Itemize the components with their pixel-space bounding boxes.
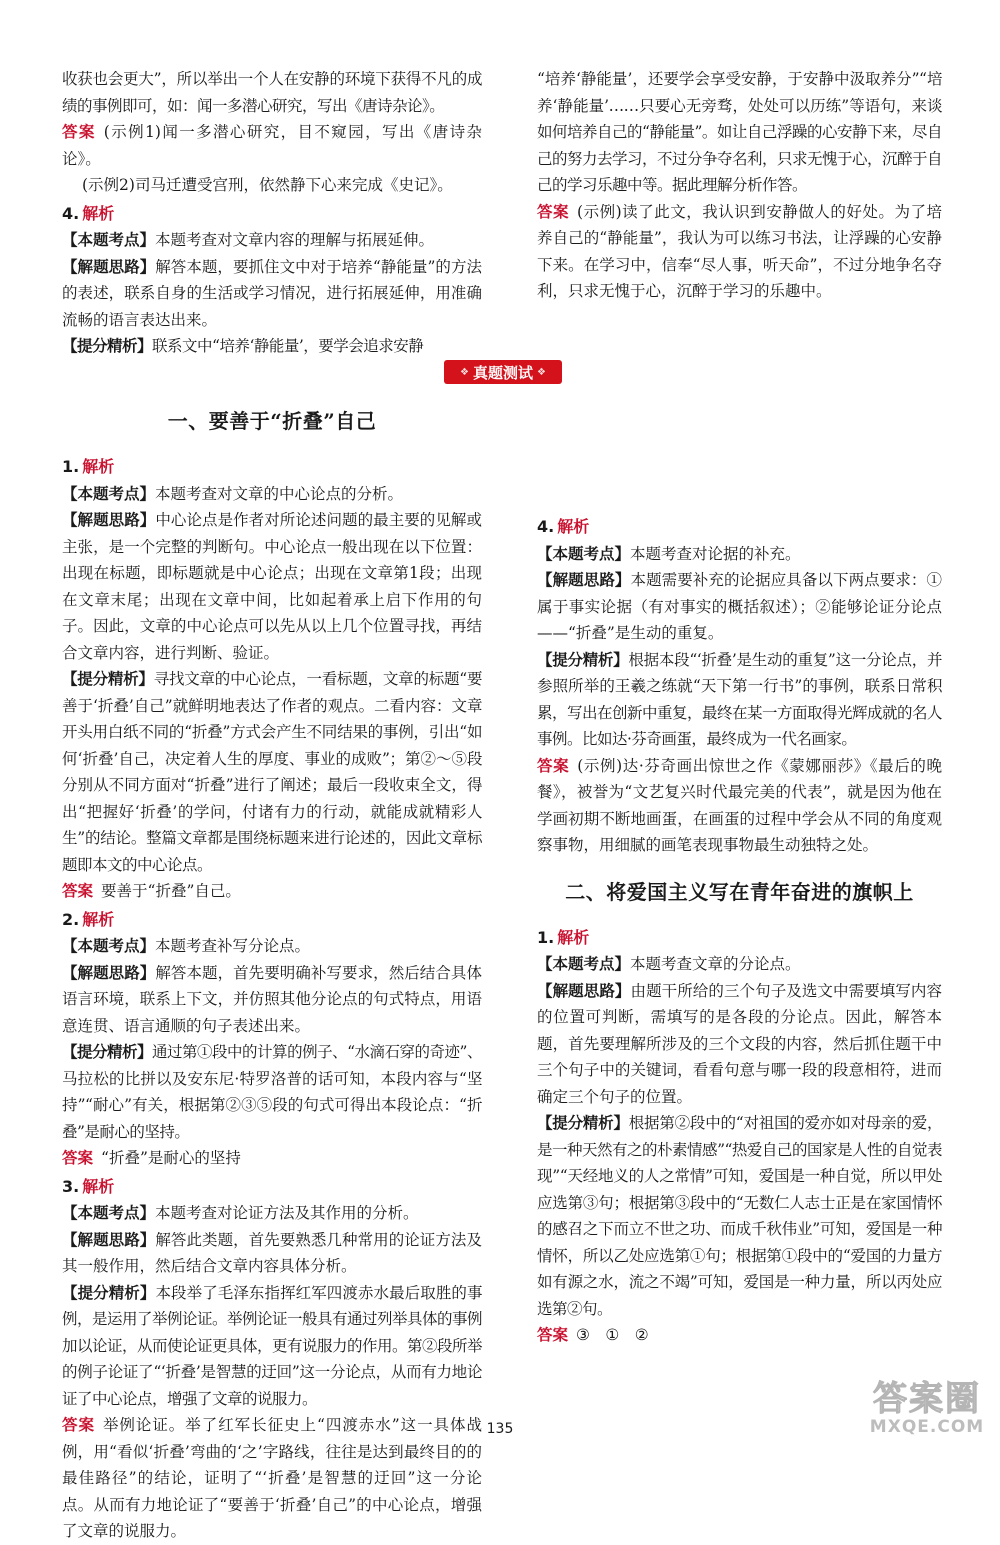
answer-text: (示例)读了此文，我认识到安静做人的好处。为了培养自己的“静能量”，我认为可以练习书法，让浮躁的心安静下来。在学习中，信奉“尽人事，听天命”，不过分地争名夺利，只求无愧于心，沉醉于学习的乐趣中。 <box>537 202 942 300</box>
top-right-column <box>537 66 942 305</box>
analysis-label: 解析 <box>557 517 590 536</box>
analysis-label: 解析 <box>82 1176 115 1196</box>
question-heading <box>62 1174 482 1201</box>
detailed-analysis-text: 联系文中“培养‘静能量’，要学会追求安静 <box>152 337 424 355</box>
question-number: 1. <box>537 927 555 947</box>
answer-block <box>62 119 482 172</box>
answer-text: ③ ① ② <box>576 1326 649 1344</box>
continued-paragraph: “培养‘静能量’，还要学会享受安静，于安静中汲取养分”“培养‘静能量’……只要心无旁骛，处处可以历练”等语句，来谈如何培养自己的“静能量”。如让自己浮躁的心安静下来，尽自己的努力去学习，不过分争夺名利，只求无愧于心，沉醉于自己的学习乐趣中等。据此理解分析作答。 <box>537 70 943 194</box>
detailed-analysis <box>62 1039 482 1145</box>
solution-idea-text: 本题需要补充的论据应具备以下两点要求：①属于事实论据（有对事实的概括叙述）；②能够论证分论点——“折叠”是生动的重复。 <box>537 571 942 642</box>
solution-idea-tag: 【解题思路】 <box>62 511 156 529</box>
detailed-analysis-tag: 【提分精析】 <box>537 1114 629 1132</box>
exam-point <box>62 481 482 508</box>
top-left-column <box>62 66 482 360</box>
answer-text: “折叠”是耐心的坚持 <box>101 1149 241 1167</box>
exam-point <box>62 1200 482 1227</box>
answer-text: (示例)达·芬奇画出惊世之作《蒙娜丽莎》《最后的晚餐》，被誉为“文艺复兴时代最完美的代表”，就是因为他在学画初期不断地画蛋，在画蛋的过程中学会从不同的角度观察事物，用细腻的画笔表现事物最生动独特之处。 <box>537 756 942 854</box>
solution-idea-tag: 【解题思路】 <box>537 571 631 589</box>
bottom-right-column <box>537 396 942 1349</box>
watermark-logo-text: 答案圈 <box>873 1379 981 1419</box>
ornament-icon: ❖ <box>460 366 469 378</box>
exam-point-text: 本题考查对论据的补充。 <box>630 544 801 563</box>
question-heading <box>537 925 942 952</box>
answer-block <box>537 1322 942 1349</box>
exam-point-text: 本题考查对论证方法及其作用的分析。 <box>155 1204 419 1222</box>
exam-point-text: 本题考查文章的分论点。 <box>630 955 801 973</box>
exam-point-tag: 【本题考点】 <box>537 955 631 973</box>
solution-idea <box>62 507 482 666</box>
banner-label: 真题测试 <box>472 363 533 382</box>
exam-point-tag: 【本题考点】 <box>537 544 631 563</box>
answer-tag: 答案 <box>62 1416 95 1434</box>
solution-idea <box>537 567 942 647</box>
detailed-analysis <box>62 1280 482 1413</box>
analysis-label: 解析 <box>82 909 115 929</box>
solution-idea <box>537 978 942 1111</box>
exam-point <box>537 951 942 978</box>
answer-tag: 答案 <box>62 882 94 900</box>
section-title: 二、将爱国主义写在青年奋进的旗帜上 <box>565 879 914 904</box>
solution-idea-tag: 【解题思路】 <box>62 257 156 276</box>
detailed-analysis <box>537 1110 942 1322</box>
detailed-analysis <box>62 333 482 360</box>
exam-point <box>62 227 482 254</box>
question-heading <box>537 514 942 541</box>
answer-tag: 答案 <box>62 1149 94 1167</box>
exam-point-tag: 【本题考点】 <box>62 231 156 249</box>
question-number: 4. <box>537 517 555 536</box>
detailed-analysis-text: 本段举了毛泽东指挥红军四渡赤水最后取胜的事例，是运用了举例论证。举例论证一般具有通过列举具体的事例加以论证，从而使论证更具体，更有说服力的作用。第②段所举的例子论证了“‘折叠’是智慧的迂回”这一分论点，从而有力地论证了中心论点，增强了文章的说服力。 <box>62 1283 483 1408</box>
answer-block <box>537 753 942 859</box>
question-number: 1. <box>62 457 80 476</box>
exam-point-text: 本题考查补写分论点。 <box>155 937 311 955</box>
detailed-analysis-text: 根据第②段中的“对祖国的爱亦如对母亲的爱，是一种天然有之的朴素情感”“热爱自己的国家是人性的自觉表现”“天经地义的人之常情”可知，爱国是一种自觉，所以甲处应选第③句；根据第③段中的“无数仁人志士正是在家国情怀的感召之下而立不世之功、而成千秋伟业”可知，爱国是一种情怀，所以乙处应选第①句；根据第①段中的“爱国的力量方如有源之水，流之不竭”可知，爱国是一种力量，所以丙处应选第②句。 <box>537 1114 942 1318</box>
solution-idea <box>62 960 482 1040</box>
exam-point-tag: 【本题考点】 <box>62 937 156 955</box>
detailed-analysis-tag: 【提分精析】 <box>537 650 629 669</box>
section-banner <box>444 360 562 384</box>
detailed-analysis <box>62 666 482 878</box>
solution-idea-text: 解答此类题，首先要熟悉几种常用的论证方法及其一般作用，然后结合文章内容具体分析。 <box>62 1230 482 1275</box>
detailed-analysis-text: 寻找文章的中心论点，一看标题，文章的标题“要善于‘折叠’自己”就鲜明地表达了作者的观点。二看内容：文章开头用白纸不同的“折叠”方式会产生不同结果的事例，引出“如何‘折叠’自己，决定着人生的厚度、事业的成败”；第②～⑤段分别从不同方面对“折叠”进行了阐述；最后一段收束全文，得出“把握好‘折叠’的学问，付诸有力的行动，就能成就精彩人生”的结论。整篇文章都是围绕标题来进行论述的，因此文章标题即本文的中心论点。 <box>62 670 482 874</box>
answer-tag: 答案 <box>537 1326 569 1344</box>
exam-point <box>537 541 942 568</box>
watermark-url: MXQE.COM <box>869 1417 985 1437</box>
question-heading <box>62 201 482 228</box>
solution-idea <box>62 254 482 334</box>
question-number: 3. <box>62 1176 80 1196</box>
site-watermark <box>862 1381 992 1441</box>
exam-point <box>62 933 482 960</box>
detailed-analysis-tag: 【提分精析】 <box>62 1043 153 1061</box>
answer-text: 要善于“折叠”自己。 <box>101 882 241 900</box>
analysis-label: 解析 <box>557 927 590 947</box>
detailed-analysis <box>537 647 942 753</box>
solution-idea <box>62 1227 482 1280</box>
question-heading <box>62 907 482 934</box>
continued-paragraph: 收获也会更大”，所以举出一个人在安静的环境下获得不凡的成绩的事例即可，如：闻一多潜心研究，写出《唐诗杂论》。 <box>62 70 482 115</box>
answer-tag: 答案 <box>62 123 96 141</box>
solution-idea-tag: 【解题思路】 <box>62 1230 156 1249</box>
exam-point-text: 本题考查对文章的中心论点的分析。 <box>155 484 404 503</box>
detailed-analysis-text: 根据本段“‘折叠’是生动的重复”这一分论点，并参照所举的王羲之练就“天下第一行书”的事例，联系日常积累，写出在创新中重复，最终在某一方面取得光辉成就的名人事例。比如达·芬奇画蛋，最终成为一代名画家。 <box>537 650 943 748</box>
question-number: 2. <box>62 909 80 929</box>
question-number: 4. <box>62 203 80 223</box>
solution-idea-text: 由题干所给的三个句子及选文中需要填写内容的位置可判断，需填写的是各段的分论点。因此，解答本题，首先要理解所涉及的三个文段的内容，然后抓住题干中三个句子中的关键词，看看句意与哪一段的段意相符，进而确定三个句子的位置。 <box>537 981 942 1106</box>
answer-block <box>62 878 482 905</box>
answer-tag: 答案 <box>537 756 570 775</box>
analysis-label: 解析 <box>82 457 115 476</box>
solution-idea-text: 中心论点是作者对所论述问题的最主要的见解或主张，是一个完整的判断句。中心论点一般出现在以下位置：出现在标题，即标题就是中心论点；出现在文章第1段；出现在文章末尾；出现在文章中间，比如起着承上启下作用的句子。因此，文章的中心论点可以先从以上几个位置寻找，再结合文章内容，进行判断、验证。 <box>62 511 482 662</box>
exam-point-tag: 【本题考点】 <box>62 484 156 503</box>
answer-block <box>62 1412 482 1545</box>
solution-idea-tag: 【解题思路】 <box>62 963 156 982</box>
answer-text: (示例1)闻一多潜心研究，目不窥园，写出《唐诗杂论》。 <box>62 123 482 168</box>
exam-point-tag: 【本题考点】 <box>62 1204 156 1222</box>
section-title: 一、要善于“折叠”自己 <box>167 409 377 433</box>
solution-idea-text: 解答本题，要抓住文中对于培养“静能量”的方法的表述，联系自身的生活或学习情况，进行拓展延伸，用准确流畅的语言表达出来。 <box>62 257 482 329</box>
answer-block <box>62 1145 482 1172</box>
answer-block <box>537 199 942 305</box>
exam-point-text: 本题考查对文章内容的理解与拓展延伸。 <box>155 231 435 249</box>
page-number: 135 <box>486 1421 514 1437</box>
question-heading <box>62 454 482 481</box>
analysis-label: 解析 <box>82 203 115 223</box>
answer-text: (示例2)司马迁遭受宫刑，依然静下心来完成《史记》。 <box>82 176 453 194</box>
detailed-analysis-text: 通过第①段中的计算的例子、“水滴石穿的奇迹”、马拉松的比拼以及安东尼·特罗洛普的话可知，本段内容与“坚持”“耐心”有关，根据第②③⑤段的句式可得出本段论点：“折叠”是耐心的坚持。 <box>62 1043 482 1141</box>
detailed-analysis-tag: 【提分精析】 <box>62 670 154 688</box>
detailed-analysis-tag: 【提分精析】 <box>62 337 153 355</box>
detailed-analysis-tag: 【提分精析】 <box>62 1283 156 1302</box>
ornament-icon: ❖ <box>537 366 546 378</box>
answer-text: 举例论证。举了红军长征史上“四渡赤水”这一具体战例，用“看似‘折叠’弯曲的‘之’字路线，往往是达到最终目的的最佳路径”的结论，证明了“‘折叠’是智慧的迂回”这一分论点。从而有力地论证了“要善于‘折叠’自己”的中心论点，增强了文章的说服力。 <box>62 1416 482 1540</box>
solution-idea-tag: 【解题思路】 <box>537 981 631 1000</box>
bottom-left-column <box>62 396 482 1545</box>
answer-tag: 答案 <box>537 202 570 221</box>
solution-idea-text: 解答本题，首先要明确补写要求，然后结合具体语言环境，联系上下文，并仿照其他分论点的句式特点，用语意连贯、语言通顺的句子表述出来。 <box>62 963 482 1035</box>
